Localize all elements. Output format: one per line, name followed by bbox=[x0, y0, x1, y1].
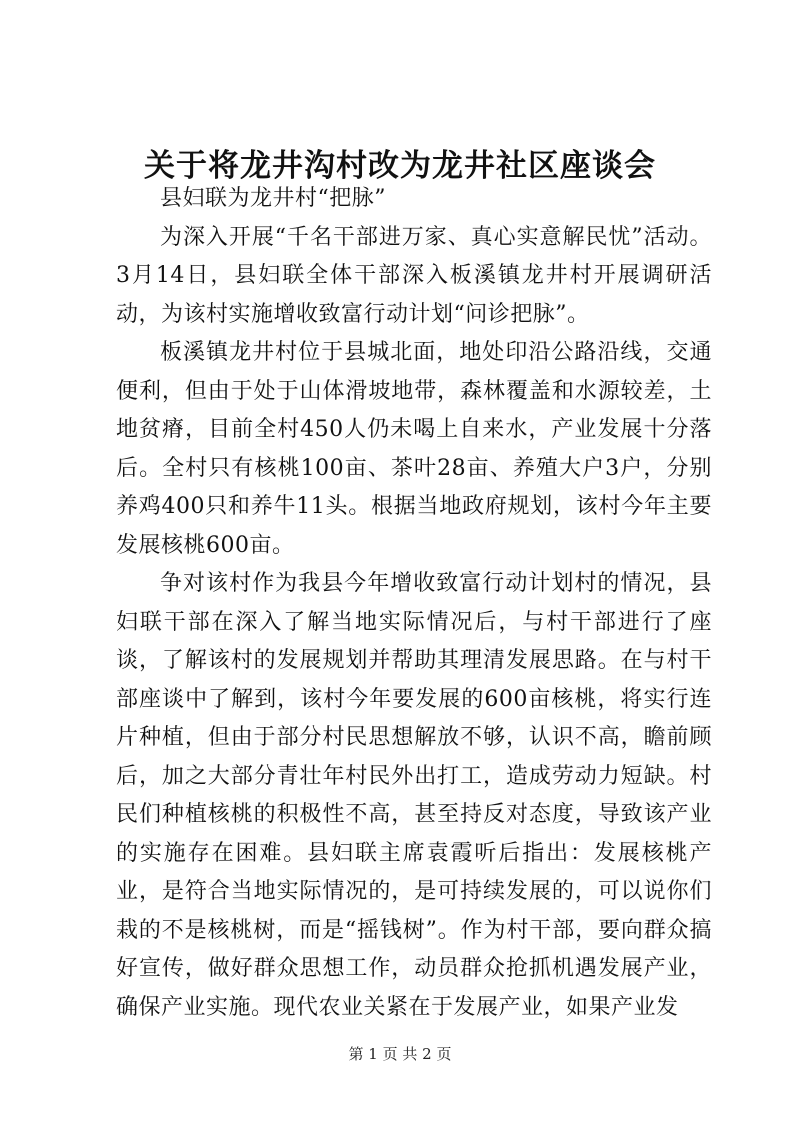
paragraph-2: 板溪镇龙井村位于县城北面，地处印沿公路沿线，交通便利，但由于处于山体滑坡地带，森林覆盖和水源较差，土地贫瘠，目前全村450人仍未喝上自来水，产业发展十分落后。全村只有核桃100亩、茶叶28亩、养殖大户3户，分别养鸡400只和养牛11头。根据当地政府规划，该村今年主要发展核桃600亩。 bbox=[116, 340, 712, 558]
paragraph-1: 为深入开展“千名干部进万家、真心实意解民忧”活动。3月14日，县妇联全体干部深入板溪镇龙井村开展调研活动，为该村实施增收致富行动计划“问诊把脉”。 bbox=[116, 224, 712, 327]
paragraph-3: 争对该村作为我县今年增收致富行动计划村的情况，县妇联干部在深入了解当地实际情况后，与村干部进行了座谈，了解该村的发展规划并帮助其理清发展思路。在与村干部座谈中了解到，该村今年要发展的600亩核桃，将实行连片种植，但由于部分村民思想解放不够，认识不高，瞻前顾后，加之大部分青壮年村民外出打工，造成劳动力短缺。村民们种植核桃的积极性不高，甚至持反对态度，导致该产业的实施存在困难。县妇联主席袁霞听后指出：发展核桃产业，是符合当地实际情况的，是可持续发展的，可以说你们栽的不是核桃树，而是“摇钱树”。作为村干部，要向群众搞好宣传，做好群众思想工作，动员群众抢抓机遇发展产业，确保产业实施。现代农业关紧在于发展产业，如果产业发 bbox=[116, 571, 712, 1020]
document-body bbox=[116, 180, 712, 1027]
document-title: 关于将龙井沟村改为龙井社区座谈会 bbox=[144, 148, 656, 184]
document-subtitle: 县妇联为龙井村“把脉” bbox=[160, 186, 386, 211]
page-number-footer: 第 1 页 共 2 页 bbox=[348, 1045, 452, 1063]
